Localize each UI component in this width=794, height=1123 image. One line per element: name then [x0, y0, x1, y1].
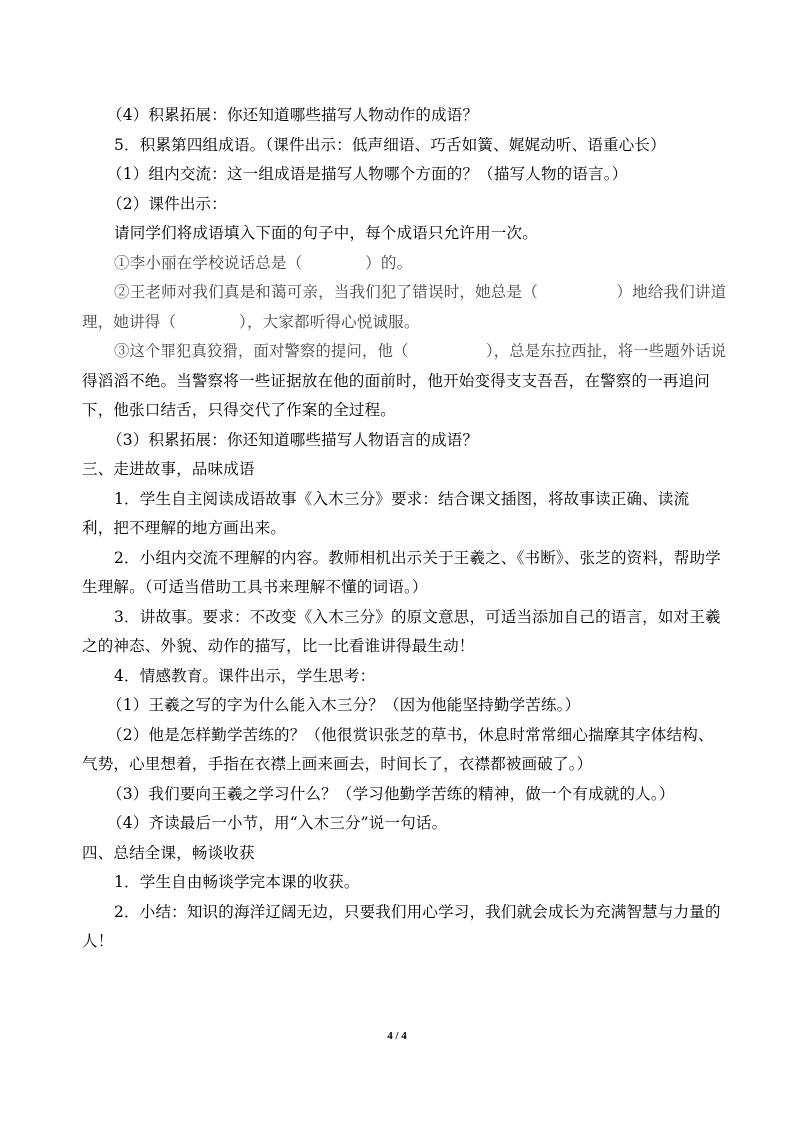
text-line-21: （1）王羲之写的字为什么能入木三分？（因为他能坚持勤学苦练。）	[107, 696, 581, 714]
section-heading-4: 四、总结全课，畅谈收获	[82, 844, 255, 862]
text-line-6: ①李小丽在学校说话总是（ ）的。	[114, 254, 413, 272]
text-line-23: 气势，心里想着，手指在衣襟上画来画去，时间长了，衣襟都被画破了。）	[82, 755, 593, 773]
text-line-14: 1．学生自主阅读成语故事《入木三分》要求：结合课文插图，将故事读正确、读流	[114, 490, 690, 508]
text-line-11: 下，他张口结舌，只得交代了作案的全过程。	[82, 401, 397, 419]
text-line-2: 5．积累第四组成语。（课件出示：低声细语、巧舌如簧、娓娓动听、语重心长）	[114, 136, 666, 154]
text-line-29: 人！	[82, 932, 114, 950]
text-line-22: （2）他是怎样勤学苦练的？（他很赏识张芝的草书，休息时常常细心揣摩其字体结构、	[107, 726, 714, 744]
text-line-5: 请同学们将成语填入下面的句子中，每个成语只允许用一次。	[114, 224, 538, 242]
text-line-28: 2．小结：知识的海洋辽阔无边，只要我们用心学习，我们就会成长为充满智慧与力量的	[114, 903, 721, 921]
text-line-15: 利，把不理解的地方画出来。	[82, 519, 287, 537]
text-line-16: 2．小组内交流不理解的内容。教师相机出示关于王羲之、《书断》、张芝的资料，帮助学	[114, 549, 721, 567]
text-line-10: 得滔滔不绝。当警察将一些证据放在他的面前时，他开始变得支支吾吾，在警察的一再追问	[82, 372, 711, 390]
text-line-20: 4．情感教育。课件出示，学生思考：	[114, 667, 376, 685]
text-line-1: （4）积累拓展：你还知道哪些描写人物动作的成语？	[107, 106, 479, 124]
text-line-25: （4）齐读最后一小节，用“入木三分”说一句话。	[107, 814, 448, 832]
page-number: 4 / 4	[387, 1030, 407, 1042]
text-line-8: 理，她讲得（ ），大家都听得心悦诚服。	[82, 313, 420, 331]
text-line-18: 3．讲故事。要求：不改变《入木三分》的原文意思，可适当添加自己的语言，如对王羲	[114, 608, 721, 626]
text-line-27: 1．学生自由畅谈学完本课的收获。	[114, 873, 360, 891]
text-line-9: ③这个罪犯真狡猾，面对警察的提问，他（ ），总是东拉西扯，将一些题外话说	[114, 342, 727, 360]
section-heading-3: 三、走进故事，品味成语	[82, 460, 255, 478]
text-line-19: 之的神态、外貌、动作的描写，比一比看谁讲得最生动！	[82, 637, 475, 655]
text-line-3: （1）组内交流：这一组成语是描写人物哪个方面的？（描写人物的语言。）	[107, 165, 628, 183]
text-line-12: （3）积累拓展：你还知道哪些描写人物语言的成语？	[107, 431, 479, 449]
text-line-17: 生理解。（可适当借助工具书来理解不懂的词语。）	[82, 578, 428, 596]
text-line-4: （2）课件出示：	[107, 195, 227, 213]
text-line-24: （3）我们要向王羲之学习什么？（学习他勤学苦练的精神，做一个有成就的人。）	[107, 785, 675, 803]
text-line-7: ②王老师对我们真是和蔼可亲，当我们犯了错误时，她总是（ ）地给我们讲道	[114, 283, 727, 301]
